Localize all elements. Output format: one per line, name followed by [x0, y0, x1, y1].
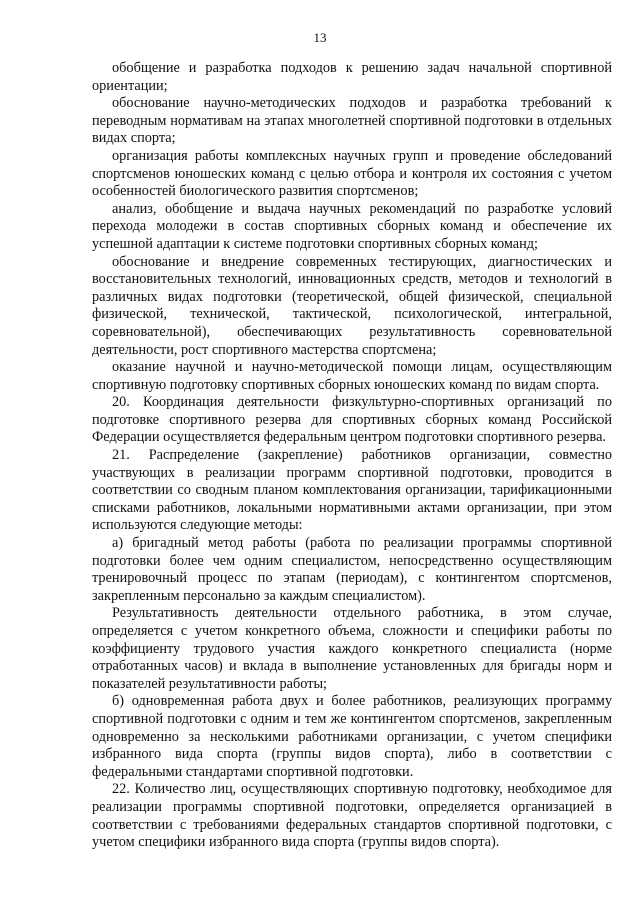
page-number: 13	[313, 30, 327, 45]
paragraph: обоснование и внедрение современных тестирующих, диагностических и восстановительных технологий, инновационных средств, методов и технологий в различных видах подготовки (теоретической, общей физической, специальной физической, технической, тактической, психологической, интегральной, соревновательной), обеспечивающих результативность соревновательной деятельности, рост спортивного мастерства спортсмена;	[92, 253, 612, 358]
paragraph: организация работы комплексных научных групп и проведение обследований спортсменов юношеских команд с целью отбора и контроля их состояния с учетом особенностей биологического развития спортсменов;	[92, 147, 612, 200]
paragraph: а) бригадный метод работы (работа по реализации программы спортивной подготовки более чем одним специалистом, непосредственно осуществляющим тренировочный процесс по этапам (периодам), с контингентом спортсменов, закрепленным персонально за каждым специалистом).	[92, 535, 612, 604]
paragraph: 20. Координация деятельности физкультурно-спортивных организаций по подготовке спортивного резерва для спортивных сборных команд Российской Федерации осуществляется федеральным центром подготовки спортивного резерва.	[92, 394, 612, 446]
paragraph: 22. Количество лиц, осуществляющих спортивную подготовку, необходимое для реализации программы спортивной подготовки, определяется организацией в соответствии с требованиями федеральных стандартов спортивной подготовки, с учетом специфики избранного вида спорта (группы видов спорта).	[92, 781, 612, 851]
paragraph: обобщение и разработка подходов к решению задач начальной спортивной ориентации;	[92, 60, 612, 94]
paragraph: анализ, обобщение и выдача научных рекомендаций по разработке условий перехода молодежи в состав спортивных сборных команд и обеспечение их успешной адаптации к системе подготовки спортивных сборных команд;	[92, 200, 612, 252]
paragraph: обоснование научно-методических подходов и разработка требований к переводным нормативам на этапах многолетней спортивной подготовки в отдельных видах спорта;	[92, 95, 612, 147]
paragraph: б) одновременная работа двух и более работников, реализующих программу спортивной подготовки с одним и тем же контингентом спортсменов, закрепленным одновременно за несколькими работниками организации, с учетом специфики избранного вида спорта (группы видов спорта), либо в соответствии с федеральными стандартами спортивной подготовки.	[92, 693, 612, 780]
paragraph: Результативность деятельности отдельного работника, в этом случае, определяется с учетом конкретного объема, сложности и специфики работы по коэффициенту трудового участия каждого конкретного специалиста (норме отработанных часов) и вклада в выполнение установленных для бригады норм и показателей результативности работы;	[92, 605, 612, 692]
paragraph: оказание научной и научно-методической помощи лицам, осуществляющим спортивную подготовку спортивных сборных юношеских команд по видам спорта.	[92, 359, 612, 393]
document-body	[92, 60, 612, 852]
paragraph: 21. Распределение (закрепление) работников организации, совместно участвующих в реализации программ спортивной подготовки, проводится в соответствии со сводным планом комплектования организации, тарификационными списками работников, локальными нормативными актами организации, при этом используются следующие методы:	[92, 447, 612, 534]
